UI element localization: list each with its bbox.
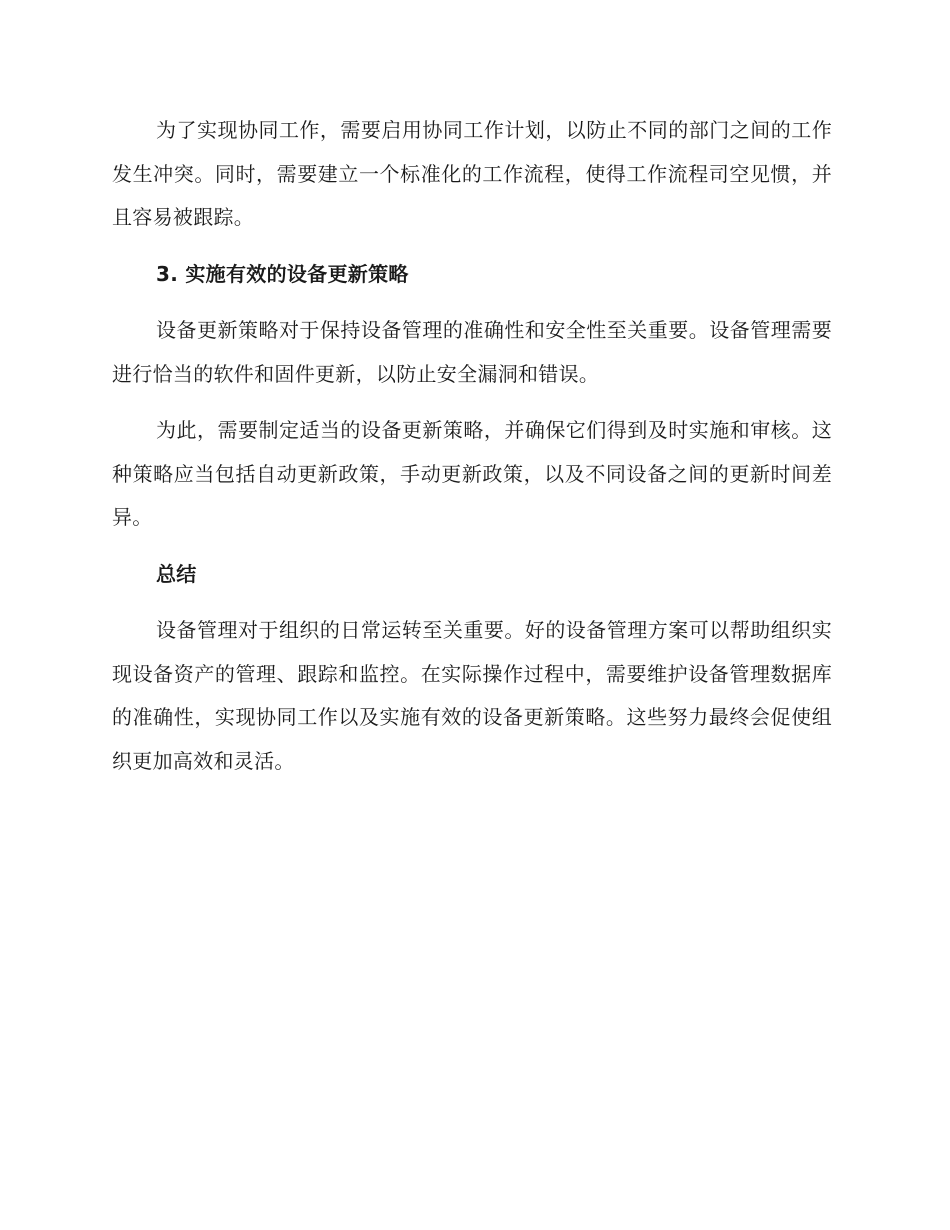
paragraph-collaboration: 为了实现协同工作，需要启用协同工作计划，以防止不同的部门之间的工作发生冲突。同时，需要建立一个标准化的工作流程，使得工作流程司空见惯，并且容易被跟踪。: [112, 118, 832, 229]
paragraph-update-importance: 设备更新策略对于保持设备管理的准确性和安全性至关重要。设备管理需要进行恰当的软件和固件更新，以防止安全漏洞和错误。: [112, 318, 832, 386]
section-heading-update-strategy: 3. 实施有效的设备更新策略: [156, 261, 409, 286]
paragraph-update-policy: 为此，需要制定适当的设备更新策略，并确保它们得到及时实施和审核。这种策略应当包括自动更新政策，手动更新政策，以及不同设备之间的更新时间差异。: [112, 418, 832, 529]
document-page: [112, 109, 832, 783]
section-heading-summary: 总结: [156, 561, 197, 586]
paragraph-summary: 设备管理对于组织的日常运转至关重要。好的设备管理方案可以帮助组织实现设备资产的管理、跟踪和监控。在实际操作过程中，需要维护设备管理数据库的准确性，实现协同工作以及实施有效的设备更新策略。这些努力最终会促使组织更加高效和灵活。: [112, 618, 832, 773]
